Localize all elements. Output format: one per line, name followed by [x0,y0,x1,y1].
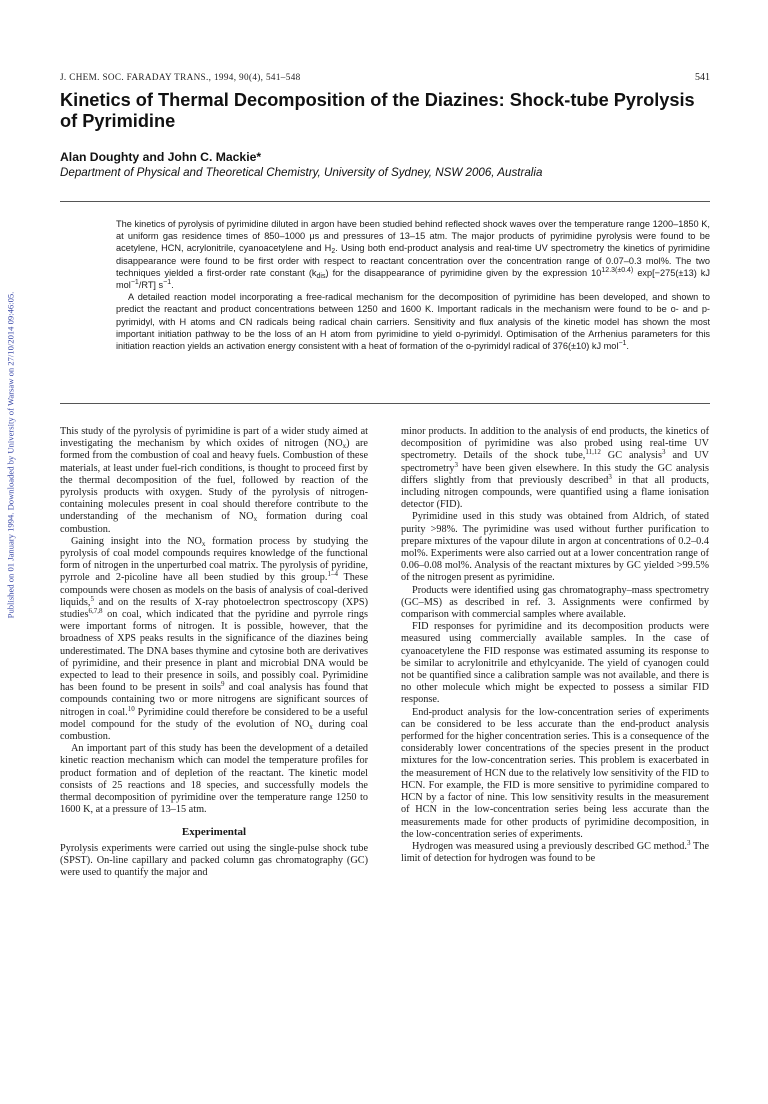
body-paragraph: FID responses for pyrimidine and its decomposition products were measured using commercially available samples. In the case of cyanoacetylene the FID response was estimated assuming its response to be similar to acrylonitrile and ethylcyanide. The yield of cyanogen could not be quantified since a calibration sample was not available, and there is no other molecule which might be expected to possess a similar FID response. [401,621,709,706]
top-divider [60,201,710,202]
right-column [401,426,709,865]
abstract-paragraph: A detailed reaction model incorporating a free-radical mechanism for the decomposition of pyrimidine has been developed, and shown to predict the reactant and product concentrations between 1250 and 1600 K. Important radicals in the mechanism were found to be o- and p-pyrimidyl, with H atoms and CN radicals being radical chain carriers. Sensitivity and flux analysis of the kinetic model has shown the most important initiation pathway to be the loss of an H atom from pyrimidine to yield o-pyrimidyl. Optimisation of the Arrhenius parameters for this initiation reaction yields an activation energy consistent with a heat of formation of the o-pyrimidyl radical of 376(±10) kJ mol$^{-1}$. [116,292,710,352]
download-watermark-text: Published on 01 January 1994. Downloaded by University of Warsaw on 27/10/2014 09:46:05. [5,291,16,619]
abstract-paragraph: The kinetics of pyrolysis of pyrimidine diluted in argon have been studied behind reflected shock waves over the temperature range 1200–1850 K, at uniform gas residence times of 850–1000 μs and pressures of 13–15 atm. The major products of pyrimidine pyrolysis were found to be acetylene, HCN, acrylonitrile, cyanoacetylene and $H_2$. Using both end-product analysis and real-time UV spectrometry the kinetics of pyrimidine disappearance were found to be first order with respect to reactant concentration over the concentration range of 0.07–0.3 mol%. The two techniques yielded a first-order rate constant $(k_{dis})$ for the disappearance of pyrimidine given by the expression $10^{12.3(\pm 0.4)}$ exp[−275(±13) kJ mol$^{-1}$/RT] $s^{-1}$. [116,219,710,291]
body-paragraph: Products were identified using gas chromatography–mass spectrometry (GC–MS) as described in ref. 3. Assignments were confirmed by comparison with commercial samples where available. [401,584,709,621]
affiliation: Department of Physical and Theoretical Chemistry, University of Sydney, NSW 2006, Australia [60,166,543,179]
running-head [60,72,710,83]
body-paragraph: This study of the pyrolysis of pyrimidine is part of a wider study aimed at investigating the mechanism by which oxides of nitrogen $(NO_x)$ are formed from the combustion of coal and heavy fuels. Combustion of these materials, at least under fuel-rich conditions, is thought to proceed first by the thermal decomposition of the fuel, followed by reaction of the pyrolysis products with oxygen. Study of the pyrolysis of nitrogen-containing molecules present in coal should therefore contribute to the understanding of the mechanism of $NO_x$ formation during coal combustion. [60,426,369,535]
left-column [60,426,368,879]
body-paragraph: Gaining insight into the $NO_x$ formation process by studying the pyrolysis of coal model compounds requires knowledge of the functional form of nitrogen in the unperturbed coal matrix. The pyrolysis of pyridine, pyrrole and 2-picoline have all been studied by this group.$^{1-4}$ These compounds were chosen as models on the basis of analysis of coal-derived liquids,$^5$ and on the results of X-ray photoelectron spectroscopy (XPS) studies$^{6,7,8}$ on coal, which indicated that the pyridine and pyrrole rings were important forms of nitrogen. It is possible, however, that the broadness of XPS peaks results in the significance of the diazines being underestimated. The DNA bases thymine and cytosine both are derivatives of pyrimidine, and their presence in plant and microbial DNA would be expected to lead to their presence in soils, and possibly coal. Pyrimidine has been found to be present in soils$^9$ and coal analysis has found that compounds containing two or more nitrogens are significant sources of nitrogen in coal.$^{10}$ Pyrimidine could therefore be considered to be a useful model compound for the study of the evolution of $NO_x$ during coal combustion. [60,535,369,743]
download-watermark [0,240,20,670]
article-title: Kinetics of Thermal Decomposition of the Diazines: Shock-tube Pyrolysis of Pyrimidine [60,90,695,131]
page-number: 541 [695,72,710,83]
body-paragraph: minor products. In addition to the analysis of end products, the kinetics of decomposition of pyrimidine was also probed using real-time UV spectrometry. Details of the shock tube,$^{11,12}$ GC analysis$^3$ and UV spectrometry$^3$ have been given elsewhere. In this study the GC analysis differs slightly from that previously described$^3$ in that all products, including nitrogen compounds, were quantified using a flame ionisation detector (FID). [401,426,710,511]
abstract-divider [60,403,710,404]
body-paragraph: Pyrolysis experiments were carried out using the single-pulse shock tube (SPST). On-line capillary and packed column gas chromatography (GC) were used to quantify the major and [60,842,368,879]
authors: Alan Doughty and John C. Mackie* [60,150,262,164]
body-paragraph: End-product analysis for the low-concentration series of experiments can be considered to be less accurate than the end-product analysis performed for the higher concentration series. This is a consequence of the considerably lower concentrations of the species present in the product mixtures for the low-concentration series. This problem is exacerbated in the measurement of HCN due to the relatively low sensitivity of the FID to HCN. For example, the FID is more sensitive to pyrimidine compared to HCN by a factor of nine. This low sensitivity results in the measurement of HCN in the low-concentration series being less accurate than the measurements made for other products of pyrimidine decomposition, in the low-concentration series of experiments. [401,706,709,840]
journal-citation: J. CHEM. SOC. FARADAY TRANS., 1994, 90(4), 541–548 [60,72,301,82]
abstract [116,218,710,352]
body-paragraph: Hydrogen was measured using a previously described GC method.$^3$ The limit of detection for hydrogen was found to be [401,838,709,865]
body-paragraph: An important part of this study has been the development of a detailed kinetic reaction mechanism which can model the temperature profiles for product formation and of depletion of the reactant. The kinetic model consists of 25 reactions and 18 species, and successfully models the thermal decomposition of pyrimidine over the temperature range 1250 to 1600 K, at a pressure of 13–15 atm. [60,743,368,816]
section-heading-experimental: Experimental [181,825,247,838]
body-paragraph: Pyrimidine used in this study was obtained from Aldrich, of stated purity >98%. The pyrimidine was used without further purification to prepare mixtures of the vapour dilute in argon at concentrations of 0.2–0.4 mol%. Experiments were also carried out at a lower concentration range of 0.06–0.08 mol%. Analysis of the reactant mixtures by GC yielded >99.5% of the nitrogen present as pyrimidine. [401,511,709,584]
